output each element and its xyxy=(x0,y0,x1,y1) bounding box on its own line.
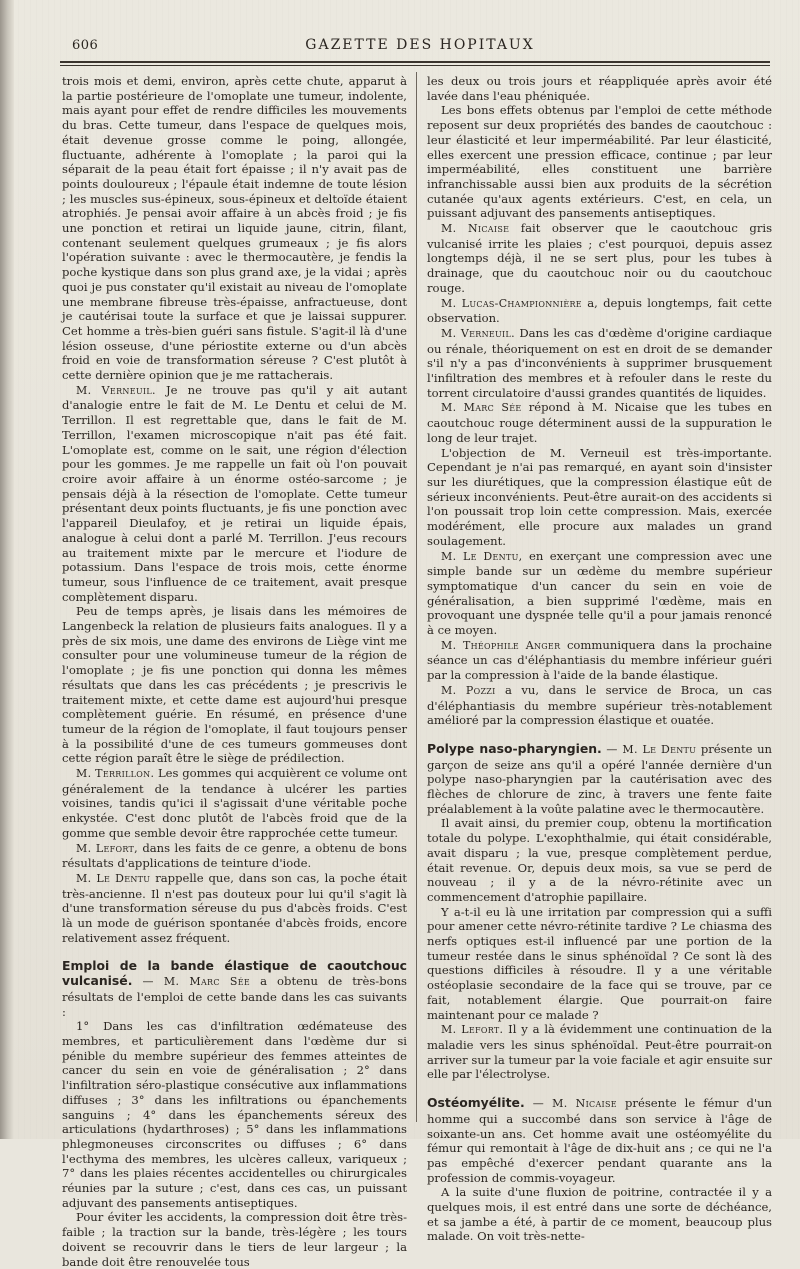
paragraph-text: rappelle que, dans son cas, la poche était très-ancienne. Il n'est pas douteux pour lui qu'il s'agit là d'une transformation séreuse du pus d'abcès froids. C'est là un mode de guérison spontanée d'abcès froids, encore relativement assez fréquent. xyxy=(62,870,407,945)
paragraph xyxy=(427,816,772,904)
paragraph xyxy=(62,1210,407,1269)
paragraph xyxy=(427,446,772,549)
page-number: 606 xyxy=(72,38,99,53)
paragraph xyxy=(427,221,772,296)
paragraph-text: en exerçant une compression avec une simple bande sur un œdème du membre supérieur symptomatique d'un cancer du sein en voie de généralisation, a bien supprimé l'œdème, mais en provoquant une dyspnée telle qu'il a pour jamais renoncé à ce moyen. xyxy=(427,548,773,638)
speaker-name: M. Marc Sée xyxy=(441,401,522,415)
paragraph xyxy=(62,604,407,766)
paragraph-text: a obtenu de très-bons résultats de l'emploi de cette bande dans les cas suivants : xyxy=(62,974,408,1019)
paragraph-text: a, depuis longtemps, fait cette observation. xyxy=(427,295,772,326)
paragraph-text: Pour éviter les accidents, la compression doit être très-faible ; la traction sur la bande, très-légère ; les tours doivent se recouvrir dans le tiers de leur largeur ; la bande doit être renouvelée tous xyxy=(62,1210,407,1269)
speaker-name: M. Théophile Anger xyxy=(441,638,561,652)
section-gap xyxy=(62,945,407,959)
paragraph xyxy=(427,296,772,326)
section-gap xyxy=(427,1082,772,1096)
header-rule-thin xyxy=(60,65,770,66)
section-paragraph xyxy=(62,959,407,1019)
paragraph-text: dans les faits de ce genre, a obtenu de bons résultats d'applications de teinture d'iode. xyxy=(62,840,407,871)
paragraph-text: a vu, dans le service de Broca, un cas d'éléphantiasis du membre supérieur très-notablement amélioré par la compression élastique et ouatée. xyxy=(427,682,772,728)
speaker-name: M. Verneuil. xyxy=(76,383,156,397)
paragraph-text: répond à M. Nicaise que les tubes en caoutchouc rouge déterminent aussi de la suppuration le long de leur trajet. xyxy=(427,400,772,445)
paragraph-text: Il y a là évidemment une continuation de la maladie vers les sinus sphénoïdal. Peut-être pourrait-on arriver sur la tumeur par la voie faciale et agir ensuite sur elle par l'électrolyse. xyxy=(427,1022,772,1082)
speaker-name: M. Le Dentu xyxy=(76,871,151,885)
right-column xyxy=(427,74,772,1244)
paragraph xyxy=(427,1022,772,1082)
speaker-name: M. Lucas-Championnière xyxy=(441,296,582,310)
section-heading: Ostéomyélite. xyxy=(427,1095,525,1111)
paragraph xyxy=(62,871,407,946)
paragraph-text: A la suite d'une fluxion de poitrine, contractée il y a quelques mois, il est entré dans une sorte de déchéance, et sa jambe a été, à partir de ce moment, beaucoup plus malade. On voit très-nette- xyxy=(427,1185,772,1244)
section-heading: Emploi de la bande élastique de caoutchouc vulcanisé. xyxy=(62,958,407,989)
page-binding-edge xyxy=(0,0,14,1139)
speaker-name: M. Nicaise xyxy=(441,222,510,236)
speaker-name: M. Pozzi xyxy=(441,683,496,697)
paragraph xyxy=(427,638,772,683)
speaker-name: — M. Le Dentu xyxy=(606,742,697,756)
paragraph-text: Il avait ainsi, du premier coup, obtenu la mortification totale du polype. L'exophthalmie, qui était considérable, avait disparu ; la vue, presque complètement perdue, était revenue. Or, depuis deux mois, sa vue se perd de nouveau ; il y a de la névro-rétinite avec un commencement d'atrophie papillaire. xyxy=(427,816,772,904)
section-heading: Polype naso-pharyngien. xyxy=(427,740,602,756)
paragraph xyxy=(427,103,772,221)
paragraph-text: Je ne trouve pas qu'il y ait autant d'analogie entre le fait de M. Le Dentu et celui de M. Terrillon. Il est regrettable que, dans le fait de M. Terrillon, l'examen microscopique n'ait pas été fait. L'omoplate est, comme on le sait, une région d'élection pour les gommes. Je me rappelle un fait où l'on pouvait croire avoir affaire à un énorme ostéo-sarcome ; je pensais déjà à la résection de l'omoplate. Cette tumeur présentant deux points fluctuants, je fis une ponction avec l'appareil Dieulafoy, et je retirai un liquide épais, analogue à celui dont a parlé M. Terrillon. J'eus recours au traitement mixte par le mercure et l'iodure de potassium. Dans l'espace de trois mois, cette énorme tumeur, sous l'influence de ce traitement, avait presque complètement disparu. xyxy=(62,382,408,604)
paragraph xyxy=(62,383,407,605)
running-title: GAZETTE DES HOPITAUX xyxy=(305,37,535,53)
section-paragraph xyxy=(427,1096,772,1185)
speaker-name: M. Lefort. xyxy=(441,1023,504,1037)
paragraph xyxy=(62,766,407,841)
speaker-name: M. Le Dentu, xyxy=(441,549,523,563)
paragraph-text: communiquera dans la prochaine séance un cas d'éléphantiasis du membre inférieur guéri par la compression à l'aide de la bande élastique. xyxy=(427,637,773,683)
header-rule xyxy=(60,61,770,63)
paragraph xyxy=(427,549,772,638)
paragraph-text: Les bons effets obtenus par l'emploi de cette méthode reposent sur deux propriétés des bandes de caoutchouc : leur élasticité et leur imperméabilité. Par leur élasticité, elles exercent une pression efficace, continue ; par leur imperméabilité, elles constituent une barrière infranchissable aussi bien aux produits de la sécrétion cutanée qu'aux agents extérieurs. C'est, en cela, un puissant adjuvant des pansements antiseptiques. xyxy=(427,103,772,221)
section-gap xyxy=(427,728,772,742)
paragraph-text: trois mois et demi, environ, après cette chute, apparut à la partie postérieure de l'omoplate une tumeur, indolente, mais ayant pour effet de rendre difficiles les mouvements du bras. Cette tumeur, dans l'espace de quelques mois, était devenue grosse comme le poing, allongée, fluctuante, adhérente à l'omoplate ; la paroi qui la séparait de la peau était fort épaisse ; il n'y avait pas de points douloureux ; l'épaule était indemne de toute lésion ; les muscles sus-épineux, sous-épineux et deltoïde étaient atrophiés. Je pensai avoir affaire à un abcès froid ; je fis une ponction et retirai un liquide jaune, citrin, filant, contenant seulement quelques grumeaux ; je fis alors l'opération suivante : avec le thermocautère, je fendis la poche kystique dans son plus grand axe, je la vidai ; après quoi je pus constater qu'il existait au niveau de l'omoplate une membrane fibreuse très-épaisse, anfractueuse, dont je cautérisai toute la surface et que je laissai suppurer. Cet homme a très-bien guéri sans fistule. S'agit-il là d'une lésion osseuse, d'une périostite externe ou d'un abcès froid en voie de transformation séreuse ? C'est plutôt à cette dernière opinion que je me rattacherais. xyxy=(62,74,407,383)
left-column xyxy=(62,74,407,1269)
paragraph xyxy=(427,74,772,103)
paragraph xyxy=(62,841,407,871)
paragraph xyxy=(427,326,772,401)
speaker-name: M. Terrillon. xyxy=(76,767,155,781)
paragraph-text: Dans les cas d'œdème d'origine cardiaque ou rénale, théoriquement on est en droit de se demander s'il n'y a pas d'inconvénients à supprimer brusquement l'infiltration des membres et à refouler dans le reste du torrent circulatoire d'aussi grandes quantités de liquides. xyxy=(427,325,772,400)
paragraph-text: L'objection de M. Verneuil est très-importante. Cependant je n'ai pas remarqué, en ayant soin d'insister sur les diurétiques, que la compression élastique eût de sérieux inconvénients. Peut-être aurait-on des accidents si l'on poussait trop loin cette compression. Mais, exercée modérément, elle procure aux malades un grand soulagement. xyxy=(427,445,772,548)
paragraph xyxy=(427,1185,772,1244)
paragraph-text: présente un garçon de seize ans qu'il a opéré l'année dernière d'un polype naso-pharyngien par la cautérisation avec des flèches de chlorure de zinc, à travers une fente faite préalablement à la voûte palatine avec le thermocautère. xyxy=(427,741,773,816)
paragraph xyxy=(427,683,772,728)
paragraph xyxy=(427,905,772,1023)
section-paragraph xyxy=(427,742,772,817)
paragraph xyxy=(427,400,772,445)
paragraph xyxy=(62,74,407,383)
paragraph-text: 1° Dans les cas d'infiltration œdémateuse des membres, et particulièrement dans l'œdème dur si pénible du membre supérieur des femmes atteintes de cancer du sein en voie de généralisation ; 2° dans l'infiltration séro-plastique consécutive aux inflammations diffuses ; 3° dans les infiltrations ou épanchements sanguins ; 4° dans les épanchements séreux des articulations (hydarthroses) ; 5° dans les inflammations phlegmoneuses circonscrites ou diffuses ; 6° dans l'ecthyma des membres, les ulcères calleux, variqueux ; 7° dans les plaies récentes accidentelles ou chirurgicales réunies par la suture ; c'est, dans ces cas, un puissant adjuvant des pansements antiseptiques. xyxy=(62,1019,407,1210)
paragraph-text: fait observer que le caoutchouc gris vulcanisé irrite les plaies ; c'est pourquoi, depuis assez longtemps déjà, il ne se sert plus, pour les tubes à drainage, que du caoutchouc noir ou du caoutchouc rouge. xyxy=(427,221,773,295)
paragraph-text: Y a-t-il eu là une irritation par compression qui a suffi pour amener cette névro-rétinite tardive ? Le chiasma des nerfs optiques est-il influencé par une portion de la tumeur restée dans le sinus sphénoïdal ? Ce sont là des questions difficiles à résoudre. Il y a une véritable ostéoplasie secondaire de la face qui se trouve, par ce fait, notablement élargie. Que pourrait-on faire maintenant pour ce malade ? xyxy=(427,904,772,1022)
column-divider xyxy=(416,72,417,1122)
paragraph xyxy=(62,1019,407,1210)
paragraph-text: présente le fémur d'un homme qui a succombé dans son service à l'âge de soixante-un ans. Cet homme avait une ostéomyélite du fémur qui remontait à l'âge de dix-huit ans ; ce qui ne l'a pas empêché d'exercer pendant quarante ans la profession de commis-voyageur. xyxy=(427,1096,773,1185)
speaker-name: — M. Nicaise xyxy=(532,1097,617,1111)
paragraph-text: Peu de temps après, je lisais dans les mémoires de Langenbeck la relation de plusieurs faits analogues. Il y a près de six mois, une dame des environs de Liège vint me consulter pour une volumineuse tumeur de la région de l'omoplate ; je fis une ponction qui donna les mêmes résultats que dans les cas précédents ; je prescrivis le traitement mixte, et cette dame est aujourd'hui presque complètement guérie. En résumé, en présence d'une tumeur de la région de l'omoplate, il faut toujours penser à la possibilité d'une de ces tumeurs gommeuses dont cette région paraît être le siège de prédilection. xyxy=(62,604,407,766)
paragraph-text: les deux ou trois jours et réappliquée après avoir été lavée dans l'eau phéniquée. xyxy=(427,74,772,103)
speaker-name: M. Lefort, xyxy=(76,841,138,855)
speaker-name: M. Verneuil. xyxy=(441,326,515,340)
speaker-name: — M. Marc Sée xyxy=(142,975,251,989)
paragraph-text: Les gommes qui acquièrent ce volume ont généralement de la tendance à ulcérer les parties voisines, tandis qu'ici il s'agissait d'une véritable poche enkystée. C'est donc plutôt de l'abcès froid que de la gomme que semble devoir être rapprochée cette tumeur. xyxy=(62,766,407,840)
page-header xyxy=(60,34,780,60)
